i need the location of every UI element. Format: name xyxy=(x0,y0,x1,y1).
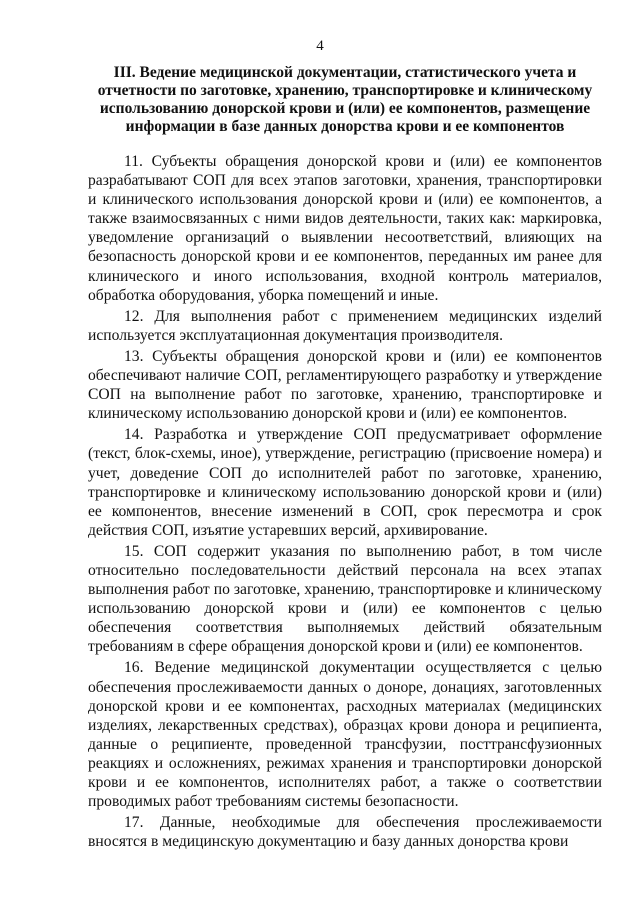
paragraph-12: 12. Для выполнения работ с применением медицинских изделий используется эксплуатационная документация производителя. xyxy=(88,307,602,344)
section-title: III. Ведение медицинской документации, статистического учета и отчетности по заготовке, хранению, транспортировке и клиническому использованию донорской крови и (или) ее компонентов, размещение информации в базе данных донорства крови и ее компонентов xyxy=(97,64,593,135)
paragraph-16: 16. Ведение медицинской документации осуществляется с целью обеспечения прослеживаемости данных о доноре, донациях, заготовленных донорской крови и ее компонентах, расходных материалах (медицинских изделиях, лекарственных средствах), образцах крови донора и реципиента, данные о реципиенте, проведенной трансфузии, посттрансфузионных реакциях и осложнениях, режимах хранения и транспортировки донорской крови и ее компонентов, исполнителях работ, а также о соответствии проводимых работ требованиям системы безопасности. xyxy=(88,659,602,811)
document-body xyxy=(88,152,602,853)
paragraph-11: 11. Субъекты обращения донорской крови и (или) ее компонентов разрабатывают СОП для всех этапов заготовки, хранения, транспортировки и клинического использования донорской крови и (или) ее компонентов, а также взаимосвязанных с ними видов деятельности, таких как: маркировка, уведомление организаций о выявлении несоответствий, влияющих на безопасность донорской крови и ее компонентов, переданных им ранее для клинического и иного использования, входной контроль материалов, обработка оборудования, уборка помещений и иные. xyxy=(88,153,602,304)
paragraph-15: 15. СОП содержит указания по выполнению работ, в том числе относительно последовательности действий персонала на всех этапах выполнения работ по заготовке, хранению, транспортировке и клиническому использованию донорской крови и (или) ее компонентов с целью обеспечения соответствия выполняемых действий обязательным требованиям в сфере обращения донорской крови и (или) ее компонентов. xyxy=(88,542,602,656)
paragraph-13: 13. Субъекты обращения донорской крови и (или) ее компонентов обеспечивают наличие СОП, регламентирующего разработку и утверждение СОП на выполнение работ по заготовке, хранению, транспортировке и клиническому использованию донорской крови и (или) ее компонентов. xyxy=(88,347,602,423)
paragraph-14: 14. Разработка и утверждение СОП предусматривает оформление (текст, блок-схемы, иное), утверждение, регистрацию (присвоение номера) и учет, доведение СОП до исполнителей работ по заготовке, хранению, транспортировке и клиническому использованию донорской крови и (или) ее компонентов, внесение изменений в СОП, срок пересмотра и срок действия СОП, изъятие устаревших версий, архивирование. xyxy=(88,426,602,539)
paragraph-17: 17. Данные, необходимые для обеспечения прослеживаемости вносятся в медицинскую документацию и базу данных донорства крови xyxy=(88,814,602,851)
page-number: 4 xyxy=(316,38,324,54)
